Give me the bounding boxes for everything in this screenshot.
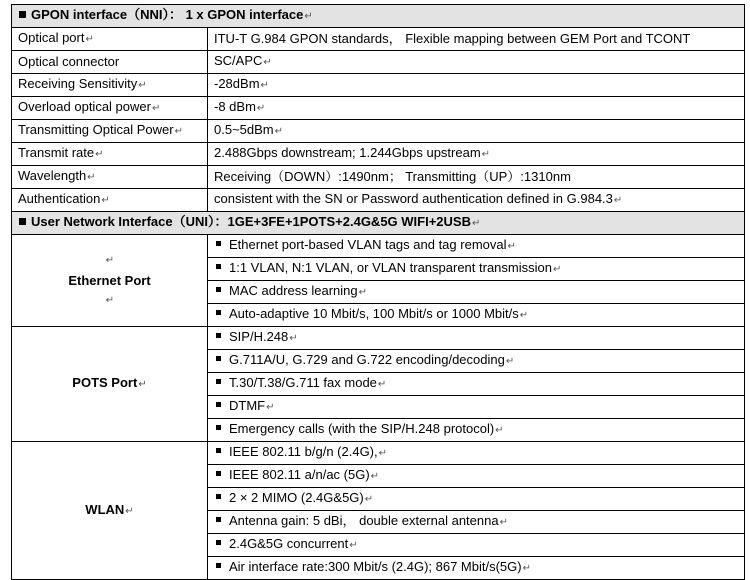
spec-label: Wavelength↵ (12, 166, 208, 189)
feature-item: T.30/T.38/G.711 fax mode↵ (208, 373, 745, 396)
feature-item: MAC address learning↵ (208, 281, 745, 304)
bullet-icon (216, 241, 221, 246)
feature-item: IEEE 802.11 b/g/n (2.4G),↵ (208, 442, 745, 465)
feature-item: Air interface rate:300 Mbit/s (2.4G); 867 Mbit/s(5G)↵ (208, 557, 745, 580)
feature-item: Auto-adaptive 10 Mbit/s, 100 Mbit/s or 1000 Mbit/s↵ (208, 304, 745, 327)
bullet-icon (216, 310, 221, 315)
feature-item: DTMF↵ (208, 396, 745, 419)
bullet-icon (216, 448, 221, 453)
paragraph-mark-icon: ↵ (471, 218, 481, 229)
feature-item: 1:1 VLAN, N:1 VLAN, or VLAN transparent transmission↵ (208, 258, 745, 281)
uni-section-header (12, 212, 745, 235)
bullet-icon (216, 563, 221, 568)
spec-value: 2.488Gbps downstream; 1.244Gbps upstream↵ (208, 143, 745, 166)
bullet-icon (216, 333, 221, 338)
spec-row-optical-port (12, 28, 745, 51)
paragraph-mark-icon: ↵ (260, 80, 269, 91)
group-label-wlan: WLAN↵ (12, 442, 208, 580)
paragraph-mark-icon: ↵ (101, 195, 110, 206)
paragraph-mark-icon: ↵ (263, 57, 272, 68)
feature-item: 2.4G&5G concurrent↵ (208, 534, 745, 557)
feature-item: SIP/H.248↵ (208, 327, 745, 350)
gpon-section-row (12, 5, 745, 28)
spec-row-receiving-sensitivity (12, 74, 745, 97)
spec-label: Transmit rate↵ (12, 143, 208, 166)
feature-item: G.711A/U, G.729 and G.722 encoding/decoding↵ (208, 350, 745, 373)
spec-value: consistent with the SN or Password authentication defined in G.984.3↵ (208, 189, 745, 212)
spec-value: SC/APC↵ (208, 51, 745, 74)
spec-row-transmitting-optical-power (12, 120, 745, 143)
bullet-icon (216, 494, 221, 499)
paragraph-mark-icon: ↵ (87, 172, 96, 183)
spec-row-optical-connector (12, 51, 745, 74)
spec-value: ITU-T G.984 GPON standards， Flexible mapping between GEM Port and TCONT (208, 28, 745, 51)
spec-label: Optical connector (12, 51, 208, 74)
uni-section-title: User Network Interface（UNI）：1GE+3FE+1POTS+2.4G&5G WIFI+2USB (31, 214, 471, 229)
feature-item: 2 × 2 MIMO (2.4G&5G)↵ (208, 488, 745, 511)
spec-label: Overload optical power↵ (12, 97, 208, 120)
bullet-icon (216, 356, 221, 361)
paragraph-mark-icon: ↵ (85, 34, 94, 45)
feature-row (12, 235, 745, 258)
gpon-section-title: GPON interface（NNI）： 1 x GPON interface (31, 7, 304, 22)
feature-item: IEEE 802.11 a/n/ac (5G)↵ (208, 465, 745, 488)
gpon-section-header (12, 5, 745, 28)
paragraph-mark-icon: ↵ (95, 149, 104, 160)
spec-label: Optical port↵ (12, 28, 208, 51)
square-bullet-icon (19, 11, 26, 18)
spec-label: Transmitting Optical Power↵ (12, 120, 208, 143)
paragraph-mark-icon: ↵ (256, 103, 266, 114)
paragraph-mark-icon: ↵ (138, 80, 147, 91)
feature-item: Antenna gain: 5 dBi， double external antenna↵ (208, 511, 745, 534)
feature-row (12, 442, 745, 465)
feature-row (12, 327, 745, 350)
paragraph-mark-icon: ↵ (304, 11, 313, 22)
feature-item: Emergency calls (with the SIP/H.248 protocol)↵ (208, 419, 745, 442)
feature-item: Ethernet port-based VLAN tags and tag removal↵ (208, 235, 745, 258)
spec-row-authentication (12, 189, 745, 212)
paragraph-mark-icon: ↵ (174, 126, 183, 137)
spec-value: -8 dBm↵ (208, 97, 745, 120)
bullet-icon (216, 402, 221, 407)
uni-section-row (12, 212, 745, 235)
bullet-icon (216, 517, 221, 522)
spec-label: Authentication↵ (12, 189, 208, 212)
spec-table (11, 4, 745, 580)
bullet-icon (216, 540, 221, 545)
bullet-icon (216, 471, 221, 476)
square-bullet-icon (19, 218, 26, 225)
group-label-pots-port: POTS Port↵ (12, 327, 208, 442)
spec-row-overload-optical-power (12, 97, 745, 120)
paragraph-mark-icon: ↵ (274, 126, 284, 137)
bullet-icon (216, 425, 221, 430)
paragraph-mark-icon: ↵ (613, 195, 623, 206)
spec-row-wavelength (12, 166, 745, 189)
spec-row-transmit-rate (12, 143, 745, 166)
bullet-icon (216, 379, 221, 384)
paragraph-mark-icon: ↵ (481, 149, 491, 160)
paragraph-mark-icon: ↵ (151, 103, 161, 114)
spec-value: Receiving（DOWN）:1490nm； Transmitting（UP）:1310nm (208, 166, 745, 189)
bullet-icon (216, 264, 221, 269)
bullet-icon (216, 287, 221, 292)
spec-value: 0.5~5dBm↵ (208, 120, 745, 143)
group-label-ethernet-port: ↵ Ethernet Port ↵ (12, 235, 208, 327)
spec-value: -28dBm↵ (208, 74, 745, 97)
spec-label: Receiving Sensitivity↵ (12, 74, 208, 97)
